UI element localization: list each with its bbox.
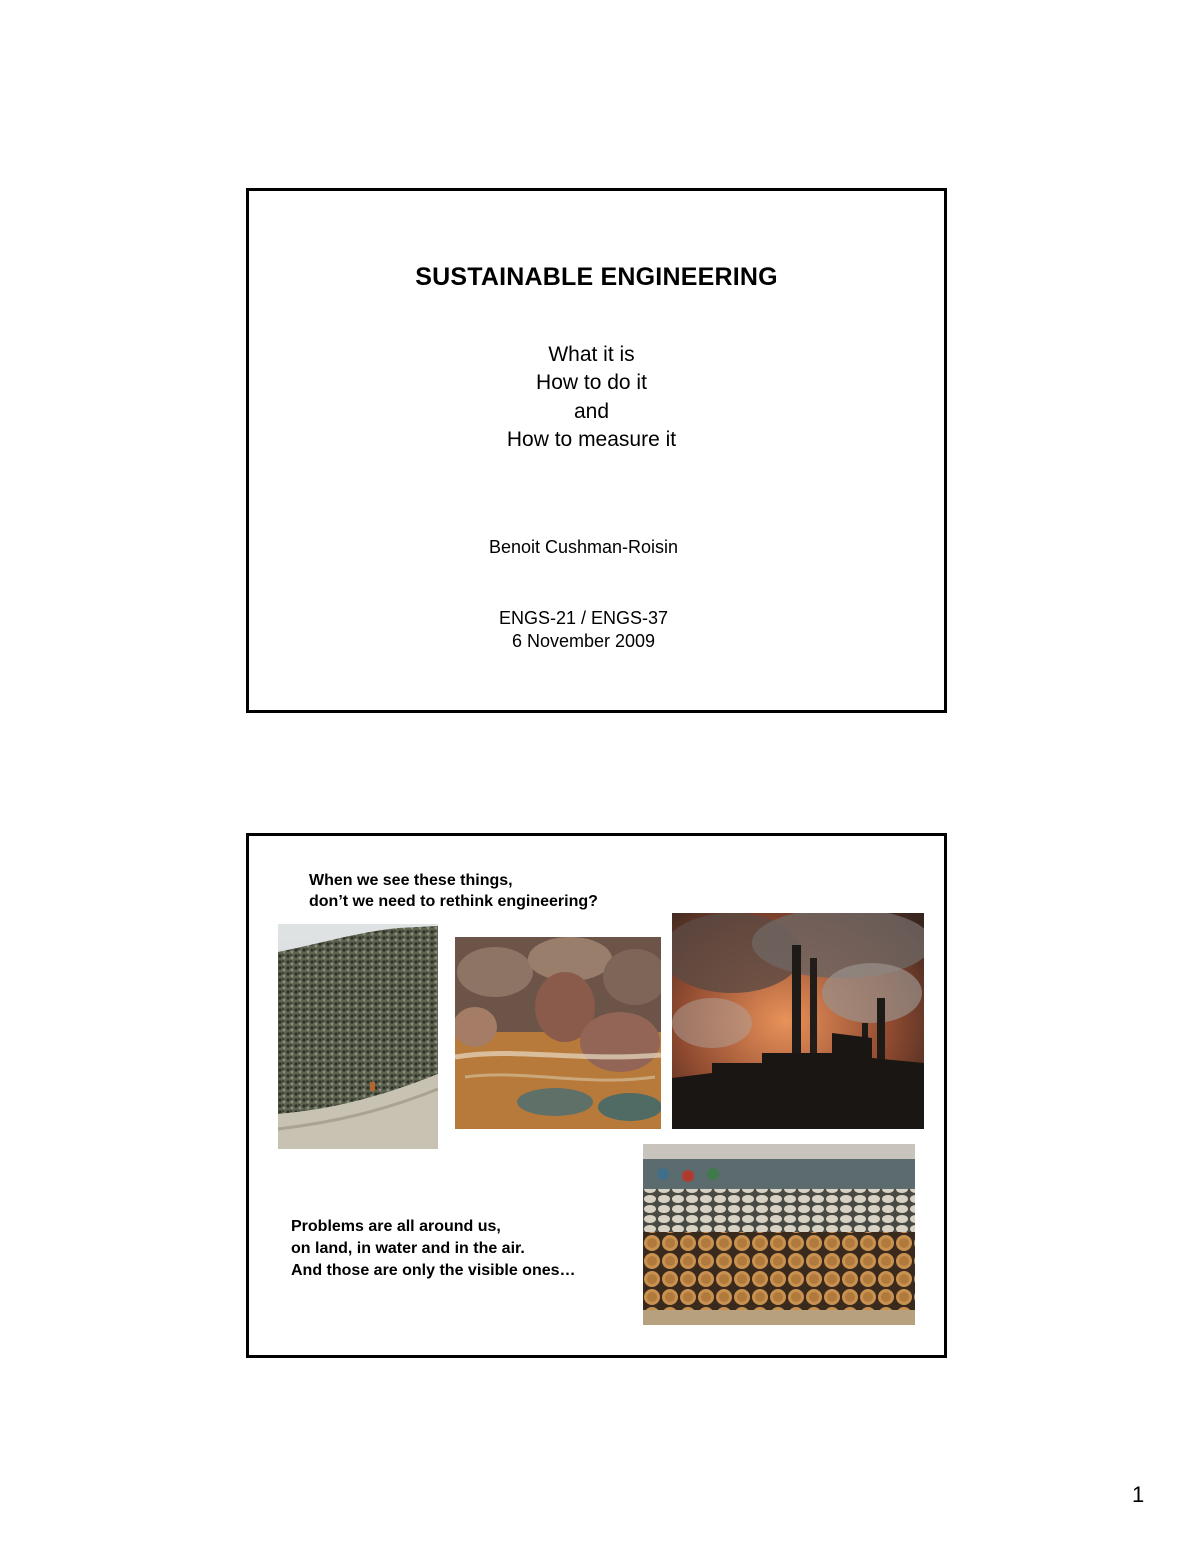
slide2-caption	[291, 1216, 576, 1282]
caption-line-1: Problems are all around us,	[291, 1218, 501, 1235]
course-info	[223, 607, 944, 653]
caption-line-2: on land, in water and in the air.	[291, 1240, 525, 1257]
heading-line-2: don’t we need to rethink engineering?	[309, 893, 598, 910]
subtitle-line-4: How to measure it	[506, 428, 677, 451]
mining-waste-pile-photo	[278, 924, 438, 1149]
author-name: Benoit Cushman-Roisin	[488, 537, 679, 557]
presentation-date: 6 November 2009	[511, 631, 656, 651]
smokestack-factory-photo	[672, 913, 924, 1129]
waste-barrels-photo	[643, 1144, 915, 1325]
heading-line-1: When we see these things,	[309, 872, 513, 889]
slide-title	[246, 188, 947, 713]
caption-line-3: And those are only the visible ones…	[291, 1262, 576, 1279]
slide-title-heading: SUSTAINABLE ENGINEERING	[415, 263, 778, 291]
subtitle-line-2: How to do it	[536, 371, 647, 394]
subtitle-line-3: and	[573, 400, 610, 423]
course-code: ENGS-21 / ENGS-37	[498, 608, 669, 628]
subtitle-line-1: What it is	[548, 343, 635, 366]
slide-problems	[246, 833, 947, 1358]
polluted-stream-photo	[455, 937, 661, 1129]
page-number: 1	[1132, 1482, 1145, 1507]
slide2-heading	[309, 870, 598, 912]
